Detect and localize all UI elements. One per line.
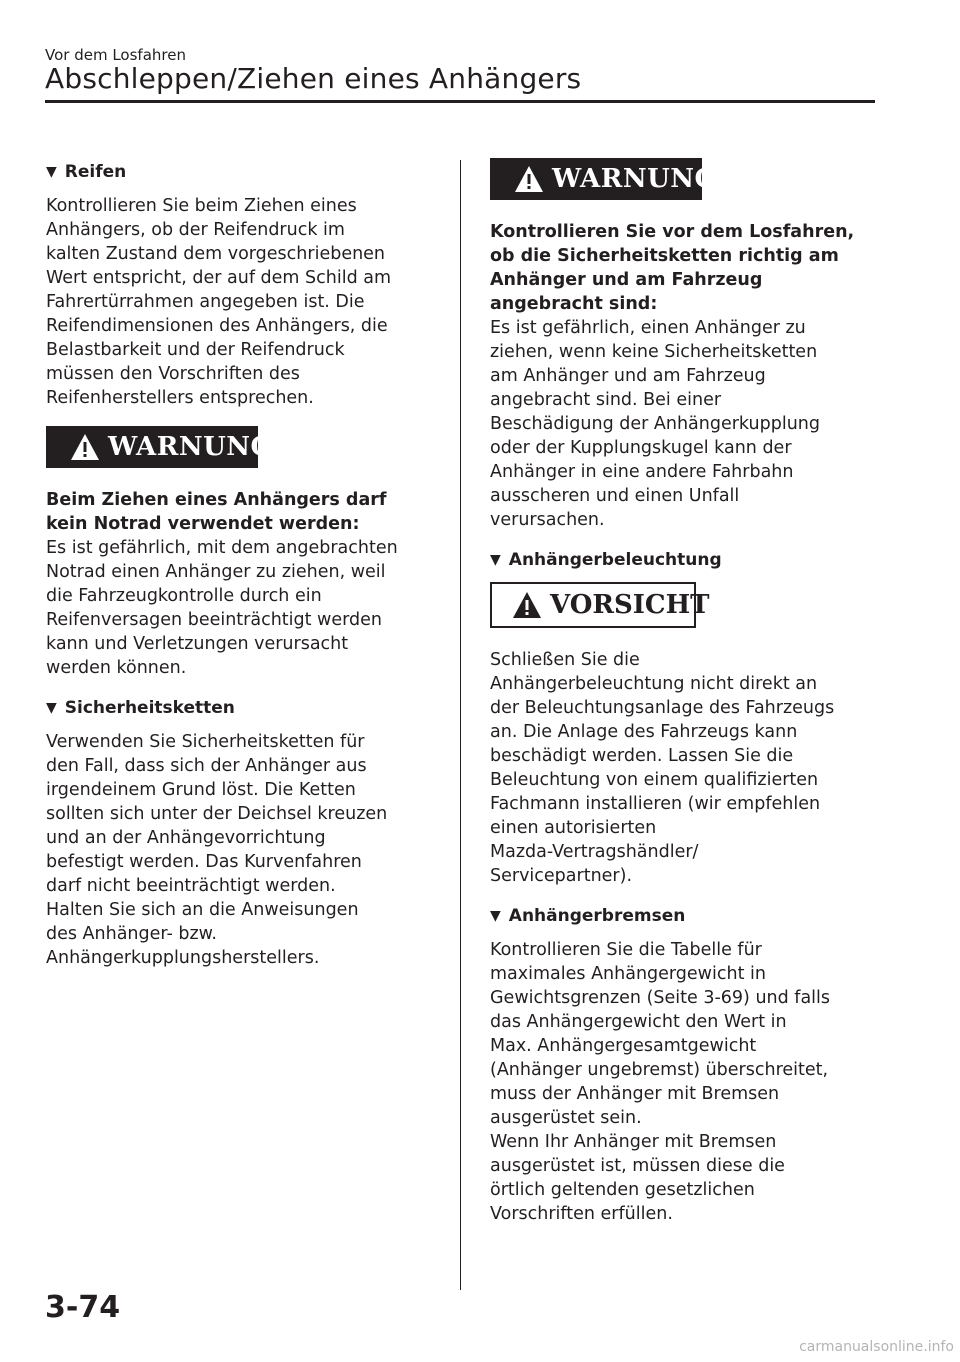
subheading-anhaengerbremsen [490,904,882,928]
ketten-paragraph: Verwenden Sie Sicherheitsketten für den Fall, dass sich der Anhänger aus irgendeinem Grund löst. Die Ketten sollten sich unter der Deichsel kreuzen und an der Anhängevorrichtung befestigt werden. Das Kurvenfahren darf nicht beeinträchtigt werden. Halten Sie sich an die Anweisungen des Anhänger- bzw. Anhängerkupplungsherstellers. [46,732,388,968]
warning-label: WARNUNG [552,164,718,194]
subheading-sicherheitsketten [46,696,438,720]
subheading-label: Sicherheitsketten [64,698,235,718]
warning-text: Es ist gefährlich, einen Anhänger zu ziehen, wenn keine Sicherheitsketten am Anhänger und am Fahrzeug angebracht sind. Bei einer Beschädigung der Anhängerkupplung oder der Kupplungskugel kann der Anhänger in eine andere Fahrbahn ausscheren und einen Unfall verursachen. [490,318,820,530]
warning-triangle-icon [70,432,100,462]
triangle-down-icon: ▼ [490,908,501,924]
triangle-down-icon: ▼ [46,164,57,180]
warning-triangle-icon [514,164,544,194]
site-watermark: carmanualsonline.info [799,1339,954,1355]
header-rule [45,100,875,103]
right-column [490,158,882,1242]
warning-triangle-icon [512,590,542,620]
column-divider [460,160,461,1290]
warning-label-box [46,426,274,468]
subheading-label: Anhängerbremsen [508,906,686,926]
left-column [46,160,438,986]
subheading-reifen [46,160,438,184]
page-number: 3-74 [45,1290,121,1325]
subheading-anhaengerbeleuchtung [490,548,882,572]
warning-label: WARNUNG [108,432,274,462]
caution-label-box [490,582,710,628]
bremsen-paragraph: Kontrollieren Sie die Tabelle für maximales Anhängergewicht in Gewichtsgrenzen (Seite 3-69) und falls das Anhängergewicht den Wert in Max. Anhängergesamtgewicht (Anhänger ungebremst) überschreitet, muss der Anhänger mit Bremsen ausgerüstet sein. Wenn Ihr Anhänger mit Bremsen ausgerüstet ist, müssen diese die örtlich geltenden gesetzlichen Vorschriften erfüllen. [490,940,831,1224]
caution-text: Schließen Sie die Anhängerbeleuchtung nicht direkt an der Beleuchtungsanlage des Fahrzeugs an. Die Anlage des Fahrzeugs kann beschädigt werden. Lassen Sie die Beleuchtung von einem qualifizierten Fachmann installieren (wir empfehlen einen autorisierten Mazda-Vertragshändler/ Servicepartner). [490,650,835,886]
reifen-paragraph: Kontrollieren Sie beim Ziehen eines Anhängers, ob der Reifendruck im kalten Zustand dem vorgeschriebenen Wert entspricht, der auf dem Schild am Fahrertürrahmen angegeben ist. Die Reifendimensionen des Anhängers, die Belastbarkeit und der Reifendruck müssen den Vorschriften des Reifenherstellers entsprechen. [46,196,392,408]
section-title: Abschleppen/Ziehen eines Anhängers [45,62,582,95]
warning-text: Es ist gefährlich, mit dem angebrachten Notrad einen Anhänger zu ziehen, weil die Fahrzeugkontrolle durch ein Reifenversagen beeinträchtigt werden kann und Verletzungen verursacht werden können. [46,538,398,678]
subheading-label: Reifen [64,162,127,182]
warning-title: Kontrollieren Sie vor dem Losfahren, ob die Sicherheitsketten richtig am Anhänger und am Fahrzeug angebracht sind: [490,222,855,314]
subheading-label: Anhängerbeleuchtung [508,550,722,570]
triangle-down-icon: ▼ [490,552,501,568]
chapter-label: Vor dem Losfahren [45,46,186,64]
triangle-down-icon: ▼ [46,700,57,716]
warning-label-box [490,158,718,200]
caution-label: VORSICHT [550,590,710,620]
warning-title: Beim Ziehen eines Anhängers darf kein Notrad verwendet werden: [46,490,387,534]
